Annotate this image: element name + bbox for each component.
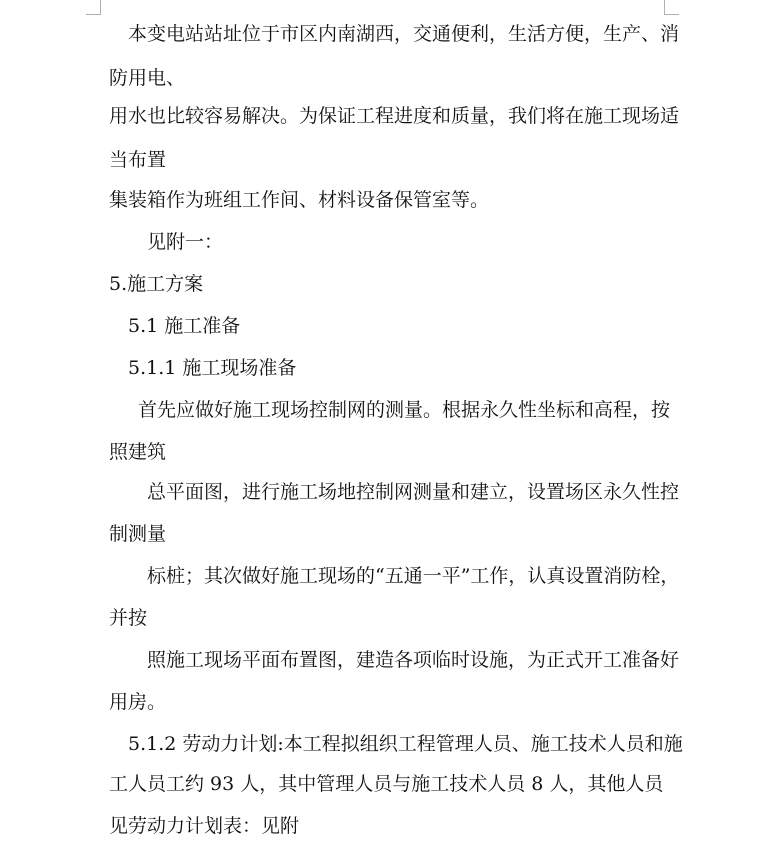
paragraph-line: 用水也比较容易解决。为保证工程进度和质量，我们将在施工现场适 [109, 105, 680, 127]
paragraph-line: 本变电站站址位于市区内南湖西，交通便利，生活方便，生产、消 [128, 23, 680, 45]
paragraph-line: 工人员工约 93 人，其中管理人员与施工技术人员 8 人，其他人员 [109, 773, 664, 795]
paragraph-line: 总平面图，进行施工场地控制网测量和建立，设置场区永久性控 [147, 481, 680, 503]
paragraph-line: 制测量 [109, 523, 167, 545]
subsection-heading: 5.1 施工准备 [128, 315, 241, 337]
paragraph-line: 用房。 [109, 691, 167, 713]
paragraph-line: 当布置 [109, 149, 167, 171]
paragraph-line: 集装箱作为班组工作间、材料设备保管室等。 [109, 189, 490, 211]
paragraph-line: 首先应做好施工现场控制网的测量。根据永久性坐标和高程，按 [138, 399, 671, 421]
paragraph-line: 照施工现场平面布置图，建造各项临时设施，为正式开工准备好 [147, 649, 680, 671]
margin-corner-mark-left [86, 0, 101, 15]
subsubsection-heading: 5.1.1 施工现场准备 [128, 357, 297, 379]
paragraph-line: 见附一： [147, 231, 224, 253]
section-heading: 5.施工方案 [109, 273, 204, 295]
paragraph-line: 防用电、 [109, 67, 186, 89]
paragraph-line: 并按 [109, 607, 148, 629]
subsubsection-heading: 5.1.2 劳动力计划:本工程拟组织工程管理人员、施工技术人员和施 [128, 733, 683, 755]
paragraph-line: 见劳动力计划表：见附 [109, 815, 300, 837]
paragraph-line: 照建筑 [109, 441, 167, 463]
margin-corner-mark-right [664, 0, 679, 15]
paragraph-line: 标桩；其次做好施工现场的“五通一平”工作，认真设置消防栓， [147, 565, 680, 587]
